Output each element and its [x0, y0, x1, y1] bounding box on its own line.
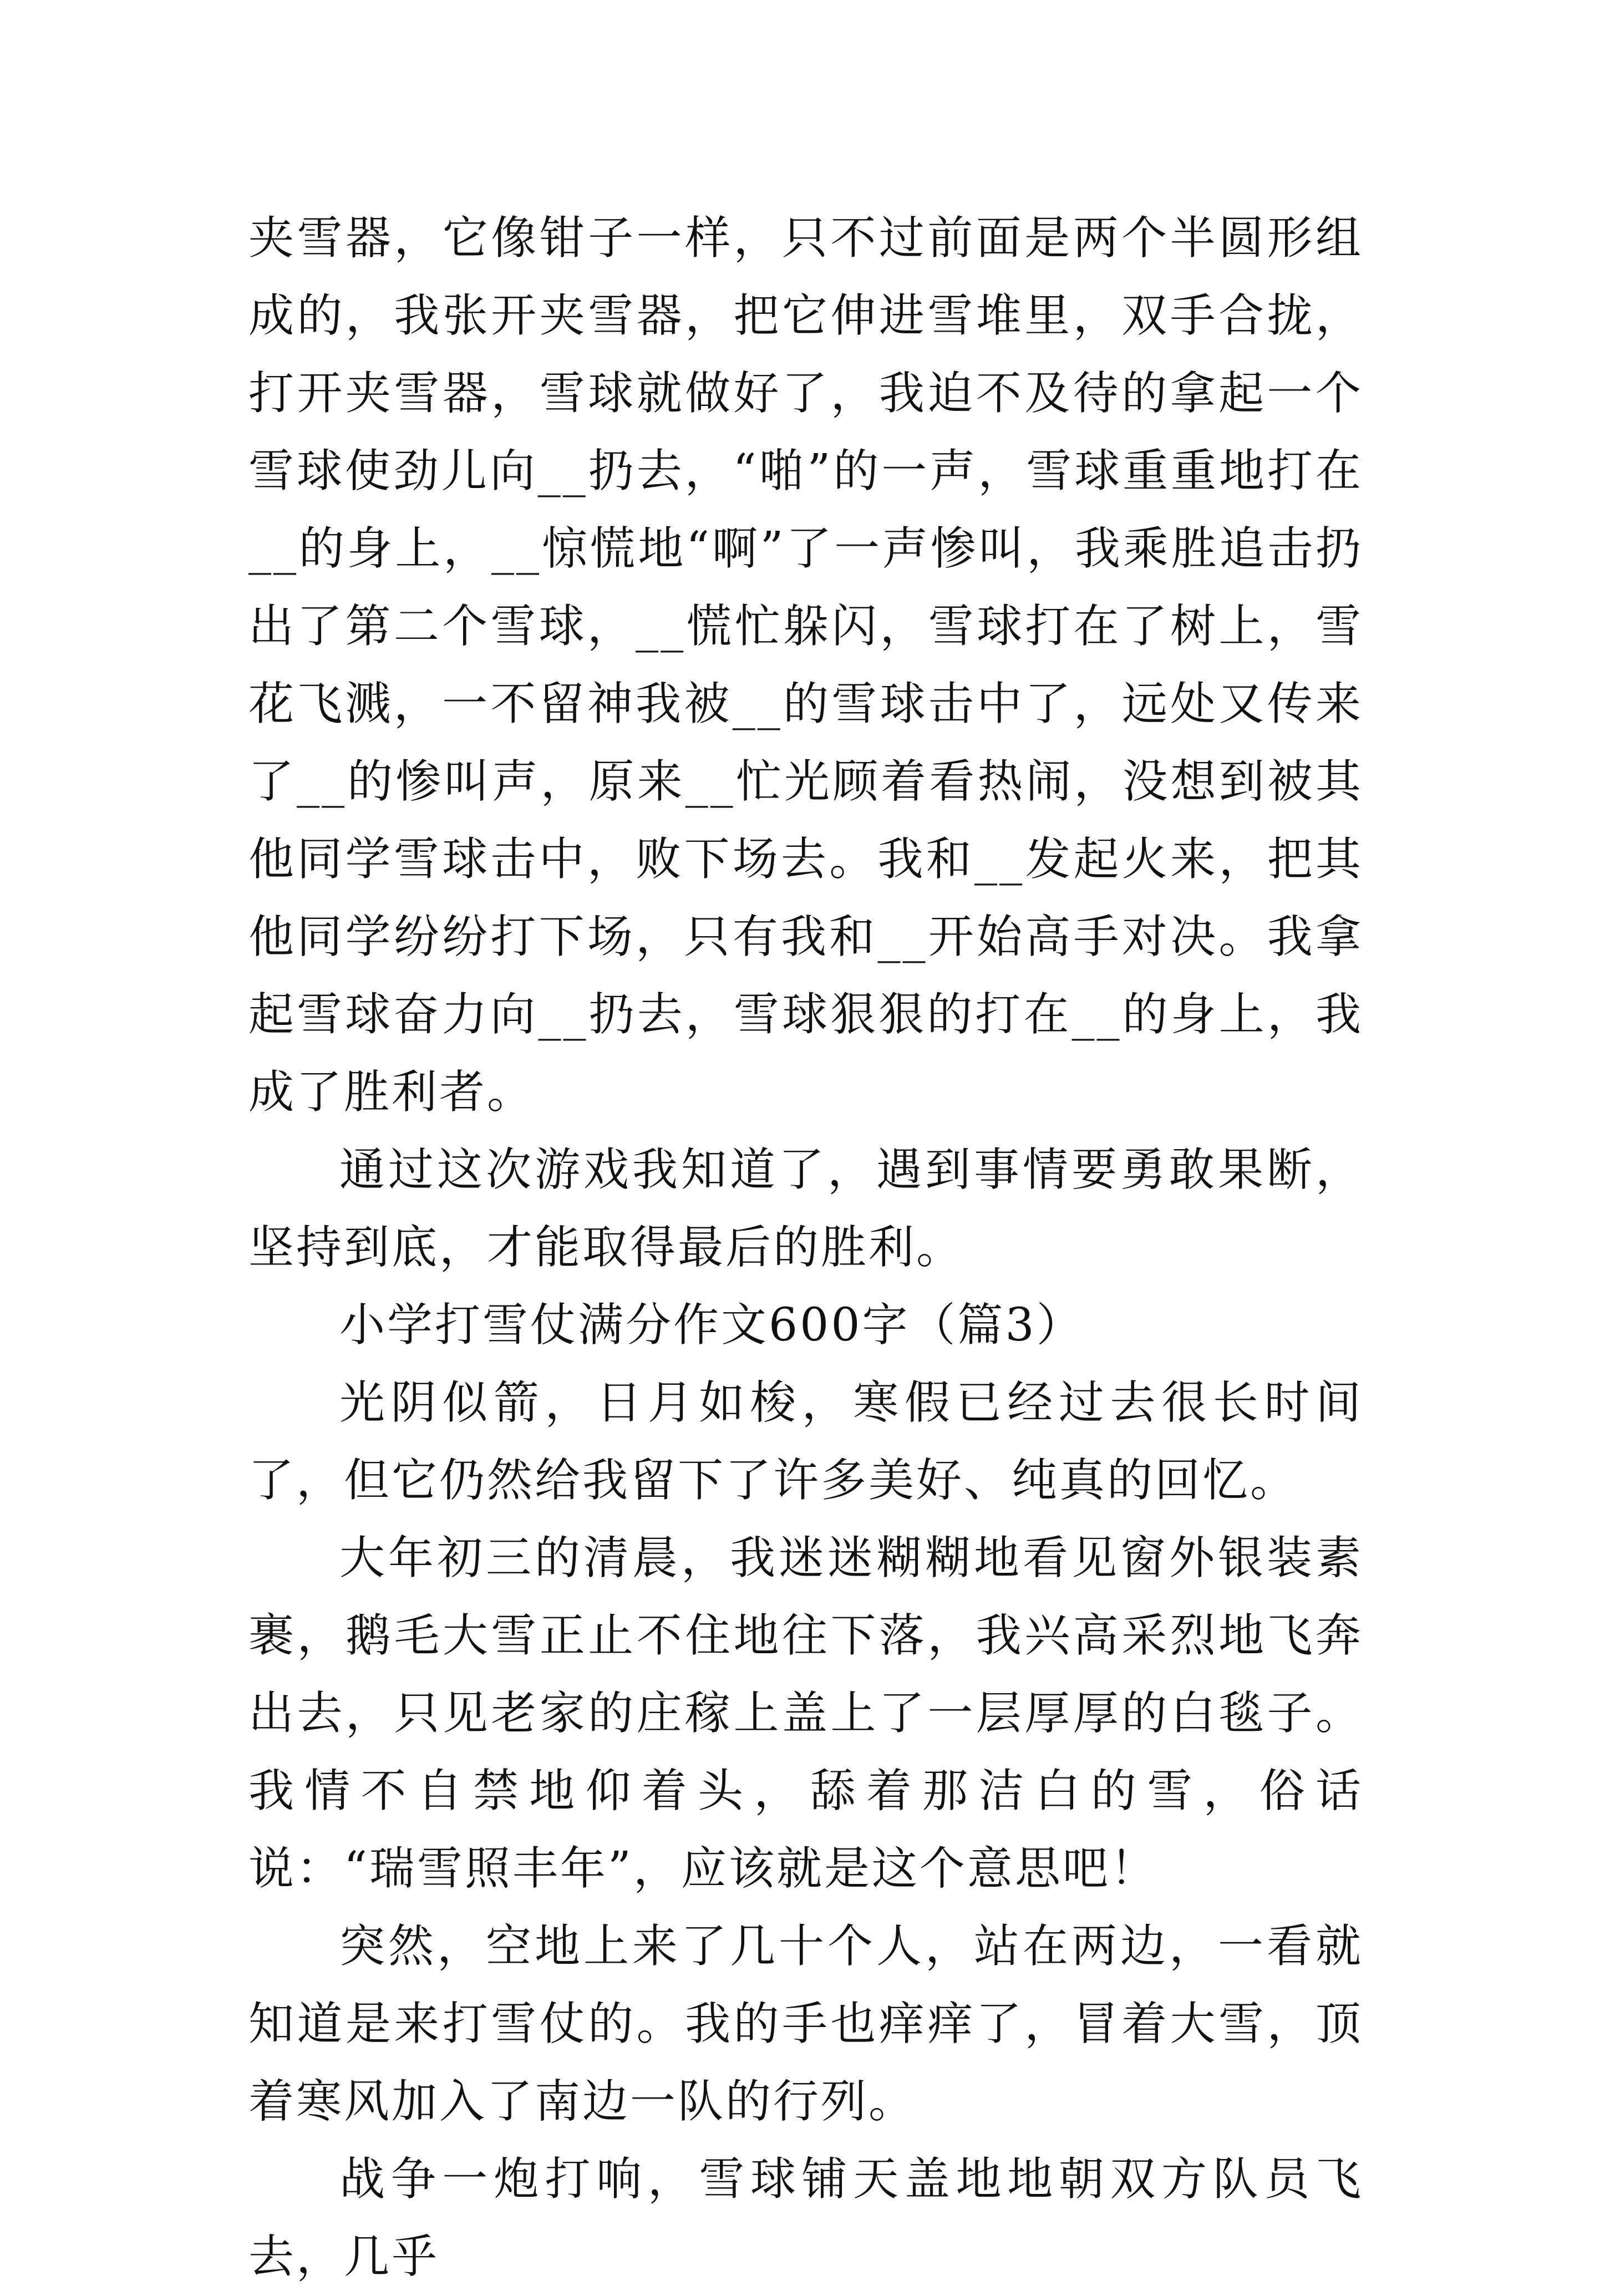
paragraph-intro: 光阴似箭，日月如梭，寒假已经过去很长时间了，但它仍然给我留下了许多美好、纯真的回忆。	[248, 1376, 1363, 1507]
paragraph-battle: 战争一炮打响，雪球铺天盖地地朝双方队员飞去，几乎	[248, 2153, 1363, 2283]
paragraph-snowball-fight: 突然，空地上来了几十个人，站在两边，一看就知道是来打雪仗的。我的手也痒痒了，冒着大雪，顶着寒风加入了南边一队的行列。	[248, 1920, 1363, 2128]
document-body	[248, 200, 1363, 2296]
paragraph-conclusion: 通过这次游戏我知道了，遇到事情要勇敢果断，坚持到底，才能取得最后的胜利。	[248, 1144, 1363, 1274]
paragraph-morning: 大年初三的清晨，我迷迷糊糊地看见窗外银装素裹，鹅毛大雪正止不住地往下落，我兴高采烈地飞奔出去，只见老家的庄稼上盖上了一层厚厚的白毯子。我情不自禁地仰着头，舔着那洁白的雪，俗话说：“瑞雪照丰年”，应该就是这个意思吧！	[248, 1532, 1363, 1895]
essay-title: 小学打雪仗满分作文600字（篇3）	[339, 1299, 1084, 1352]
paragraph-continued: 夹雪器，它像钳子一样，只不过前面是两个半圆形组成的，我张开夹雪器，把它伸进雪堆里，双手合拢，打开夹雪器，雪球就做好了，我迫不及待的拿起一个雪球使劲儿向__扔去，“啪”的一声，雪球重重地打在__的身上，__惊慌地“啊”了一声惨叫，我乘胜追击扔出了第二个雪球，__慌忙躲闪，雪球打在了树上，雪花飞溅，一不留神我被__的雪球击中了，远处又传来了__的惨叫声，原来__忙光顾着看热闹，没想到被其他同学雪球击中，败下场去。我和__发起火来，把其他同学纷纷打下场，只有我和__开始高手对决。我拿起雪球奋力向__扔去，雪球狠狠的打在__的身上，我成了胜利者。	[248, 212, 1363, 1119]
